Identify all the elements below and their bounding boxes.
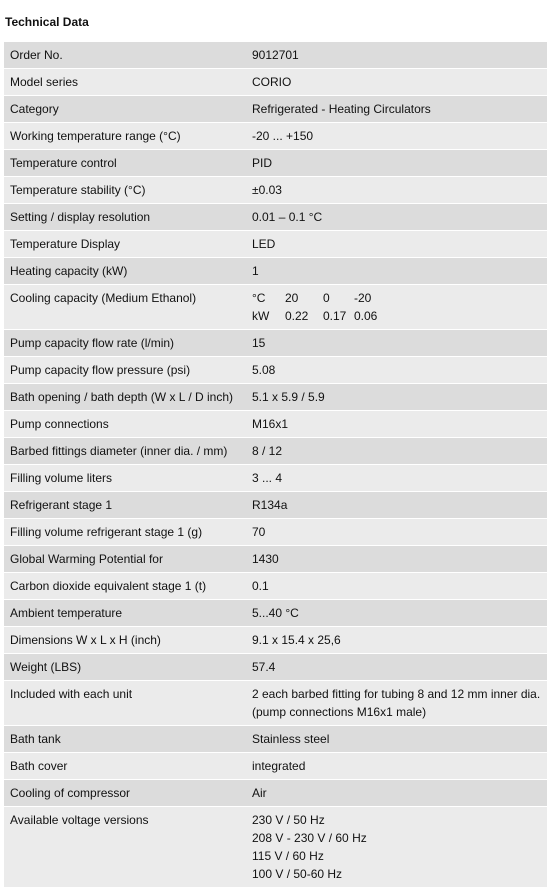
table-row [4,68,547,95]
row-label: Temperature stability (°C) [10,183,146,197]
row-label: Pump capacity flow pressure (psi) [10,363,191,377]
row-value: 3 ... 4 [252,471,283,485]
value-line: 2 each barbed fitting for tubing 8 and 12 mm inner dia. [252,687,541,701]
table-row [4,122,547,149]
row-label: Barbed fittings diameter (inner dia. / mm) [10,444,228,458]
table-row [4,725,547,752]
value-line: (pump connections M16x1 male) [252,705,427,719]
row-label: Order No. [10,48,63,62]
row-value: 57.4 [252,660,276,674]
cooling-cell: -20 [354,291,372,305]
row-value: PID [252,156,273,170]
table-row [4,437,547,464]
value-line: 230 V / 50 Hz [252,813,325,827]
row-value [246,285,547,329]
row-label: Included with each unit [10,687,133,701]
row-label: Bath tank [10,732,61,746]
row-value: 5.1 x 5.9 / 5.9 [252,390,325,404]
row-value [246,807,547,887]
row-value: R134a [252,498,288,512]
row-label: Bath cover [10,759,68,773]
row-label: Cooling of compressor [10,786,131,800]
row-label: Pump capacity flow rate (l/min) [10,336,175,350]
row-value: M16x1 [252,417,289,431]
row-label: Cooling capacity (Medium Ethanol) [10,291,197,305]
row-label: Carbon dioxide equivalent stage 1 (t) [10,579,207,593]
section-heading: Technical Data [5,15,89,29]
row-value: 9.1 x 15.4 x 25,6 [252,633,341,647]
table-row [4,518,547,545]
table-row [4,545,547,572]
row-value: 1 [252,264,259,278]
table-row [4,383,547,410]
row-value: 5...40 °C [252,606,299,620]
table-row [4,257,547,284]
row-label: Model series [10,75,79,89]
row-value: Air [252,786,267,800]
cooling-capacity-grid [252,289,547,325]
row-value: 0.01 – 0.1 °C [252,210,323,224]
cooling-cell: 0.17 [323,309,347,323]
table-row [4,752,547,779]
table-row [4,410,547,437]
table-row [4,203,547,230]
row-value: integrated [252,759,306,773]
row-value: 9012701 [252,48,299,62]
row-value: 15 [252,336,266,350]
table-row [4,284,547,329]
row-value: ±0.03 [252,183,282,197]
row-value: Stainless steel [252,732,330,746]
row-label: Heating capacity (kW) [10,264,128,278]
row-label: Category [10,102,59,116]
row-label: Global Warming Potential for [10,552,163,566]
row-label: Working temperature range (°C) [10,129,181,143]
row-value: LED [252,237,276,251]
table-row [4,356,547,383]
row-label: Temperature Display [10,237,121,251]
table-row [4,464,547,491]
technical-data-table [4,41,547,887]
row-value: 1430 [252,552,279,566]
table-row [4,149,547,176]
table-row [4,491,547,518]
table-row [4,626,547,653]
row-value [246,681,547,725]
row-label: Setting / display resolution [10,210,151,224]
cooling-cell: 0 [323,291,330,305]
cooling-cell: kW [252,309,270,323]
cooling-cell: 0.22 [285,309,309,323]
row-value: Refrigerated - Heating Circulators [252,102,431,116]
row-label: Dimensions W x L x H (inch) [10,633,161,647]
row-value: CORIO [252,75,292,89]
table-row [4,806,547,887]
row-label: Available voltage versions [10,813,149,827]
table-row [4,779,547,806]
row-value: 0.1 [252,579,269,593]
table-row [4,653,547,680]
table-row [4,329,547,356]
table-row [4,572,547,599]
row-label: Temperature control [10,156,117,170]
row-label: Filling volume refrigerant stage 1 (g) [10,525,203,539]
cooling-cell: °C [252,291,266,305]
row-label: Pump connections [10,417,109,431]
value-line: 100 V / 50-60 Hz [252,867,343,881]
row-label: Bath opening / bath depth (W x L / D inch) [10,390,234,404]
table-row [4,95,547,122]
cooling-cell: 20 [285,291,299,305]
row-value: 5.08 [252,363,276,377]
table-row [4,41,547,68]
row-value: 8 / 12 [252,444,283,458]
cooling-cell: 0.06 [354,309,378,323]
table-row [4,599,547,626]
row-value: -20 ... +150 [252,129,314,143]
value-line: 208 V - 230 V / 60 Hz [252,831,367,845]
table-row [4,230,547,257]
row-value: 70 [252,525,266,539]
value-line: 115 V / 60 Hz [252,849,324,863]
row-label: Ambient temperature [10,606,123,620]
row-label: Filling volume liters [10,471,113,485]
table-row [4,680,547,725]
table-row [4,176,547,203]
row-label: Weight (LBS) [10,660,82,674]
row-label: Refrigerant stage 1 [10,498,113,512]
